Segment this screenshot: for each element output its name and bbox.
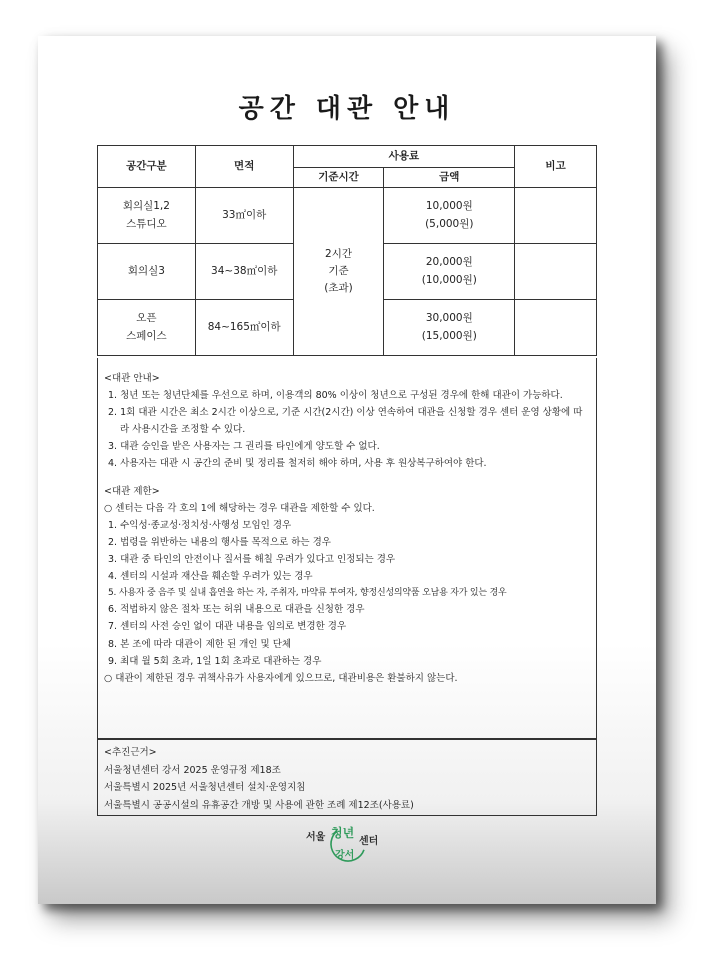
area-cell: 33㎡이하 [195, 188, 293, 244]
amount-cell: 10,000원 (5,000원) [384, 188, 515, 244]
restriction-item: 7. 센터의 사전 승인 없이 대관 내용을 임의로 변경한 경우 [108, 621, 347, 633]
restriction-item: 6. 적법하지 않은 절차 또는 허위 내용으로 대관을 신청한 경우 [108, 604, 365, 616]
header-remark: 비고 [515, 146, 597, 188]
svg-text:센터: 센터 [359, 836, 379, 847]
guide-item: 1. 청년 또는 청년단체를 우선으로 하며, 이용객의 80% 이상이 청년으로 구성된 경우에 한해 대관이 가능하다. [108, 390, 563, 402]
header-amount: 금액 [384, 168, 515, 188]
legal-item: 서울청년센터 강서 2025 운영규정 제18조 [104, 764, 281, 776]
space-cell: 오픈 스페이스 [98, 300, 196, 356]
header-fee: 사용료 [293, 146, 515, 168]
space-cell: 회의실3 [98, 244, 196, 300]
restriction-item: 2. 법령을 위반하는 내용의 행사를 목적으로 하는 경우 [108, 536, 331, 548]
guide-item: 3. 대관 승인을 받은 사용자는 그 권리를 타인에게 양도할 수 없다. [108, 441, 380, 453]
svg-text:서울: 서울 [306, 832, 326, 843]
remark-cell [515, 188, 597, 244]
page-title: 공간 대관 안내 [238, 94, 456, 124]
legal-item: 서울특별시 2025년 서울청년센터 설치·운영지침 [104, 782, 306, 794]
rental-fee-table [97, 145, 597, 356]
restriction-item: 3. 대관 중 타인의 안전이나 질서를 해칠 우려가 있다고 인정되는 경우 [108, 553, 396, 565]
restrictions-heading: <대관 제한> [104, 485, 160, 497]
area-cell: 34~38㎡이하 [195, 244, 293, 300]
remark-cell [515, 244, 597, 300]
guide-heading: <대관 안내> [104, 373, 160, 384]
svg-text:강서: 강서 [335, 850, 355, 861]
restriction-item: 1. 수익성·종교성·정치성·사행성 모임인 경우 [108, 519, 292, 531]
amount-cell: 20,000원 (10,000원) [384, 244, 515, 300]
restriction-item: 4. 센터의 시설과 재산을 훼손할 우려가 있는 경우 [108, 571, 313, 583]
document-page [38, 36, 656, 904]
restriction-item: 5. 사용자 중 음주 및 실내 흡연을 하는 자, 주취자, 마약류 투여자, 향정신성의약품 오남용 자가 있는 경우 [108, 588, 507, 599]
header-area: 면적 [195, 146, 293, 188]
amount-cell: 30,000원 (15,000원) [384, 300, 515, 356]
remark-cell [515, 300, 597, 356]
table-row [98, 188, 597, 244]
svg-text:청년: 청년 [331, 826, 355, 840]
header-space: 공간구분 [98, 146, 196, 188]
restriction-item: 9. 최대 월 5회 초과, 1일 1회 초과로 대관하는 경우 [108, 655, 322, 667]
restrictions-outro: ○ 대관이 제한된 경우 귀책사유가 사용자에게 있으므로, 대관비용은 환불하지 않는다. [104, 672, 458, 684]
guide-item: 4. 사용자는 대관 시 공간의 준비 및 정리를 철저히 해야 하며, 사용 후 원상복구하여야 한다. [108, 458, 487, 470]
seoul-youth-center-logo [304, 824, 392, 874]
legal-item: 서울특별시 공공시설의 유휴공간 개방 및 사용에 관한 조례 제12조(사용료) [104, 799, 414, 811]
guide-item: 2. 1회 대관 시간은 최소 2시간 이상으로, 기준 시간(2시간) 이상 연속하여 대관을 신청할 경우 센터 운영 상황에 따라 사용시간을 조정할 수 있다. [108, 407, 583, 436]
restriction-item: 8. 본 조에 따라 대관이 제한 된 개인 및 단체 [108, 638, 292, 650]
space-cell: 회의실1,2 스튜디오 [98, 188, 196, 244]
header-base-time: 기준시간 [293, 168, 384, 188]
legal-basis-box [97, 739, 597, 816]
notes-box [97, 358, 597, 739]
restrictions-intro: ○ 센터는 다음 각 호의 1에 해당하는 경우 대관을 제한할 수 있다. [104, 502, 375, 514]
base-time-cell: 2시간 기준 (초과) [293, 188, 384, 356]
legal-heading: <추진근거> [104, 747, 157, 758]
area-cell: 84~165㎡이하 [195, 300, 293, 356]
